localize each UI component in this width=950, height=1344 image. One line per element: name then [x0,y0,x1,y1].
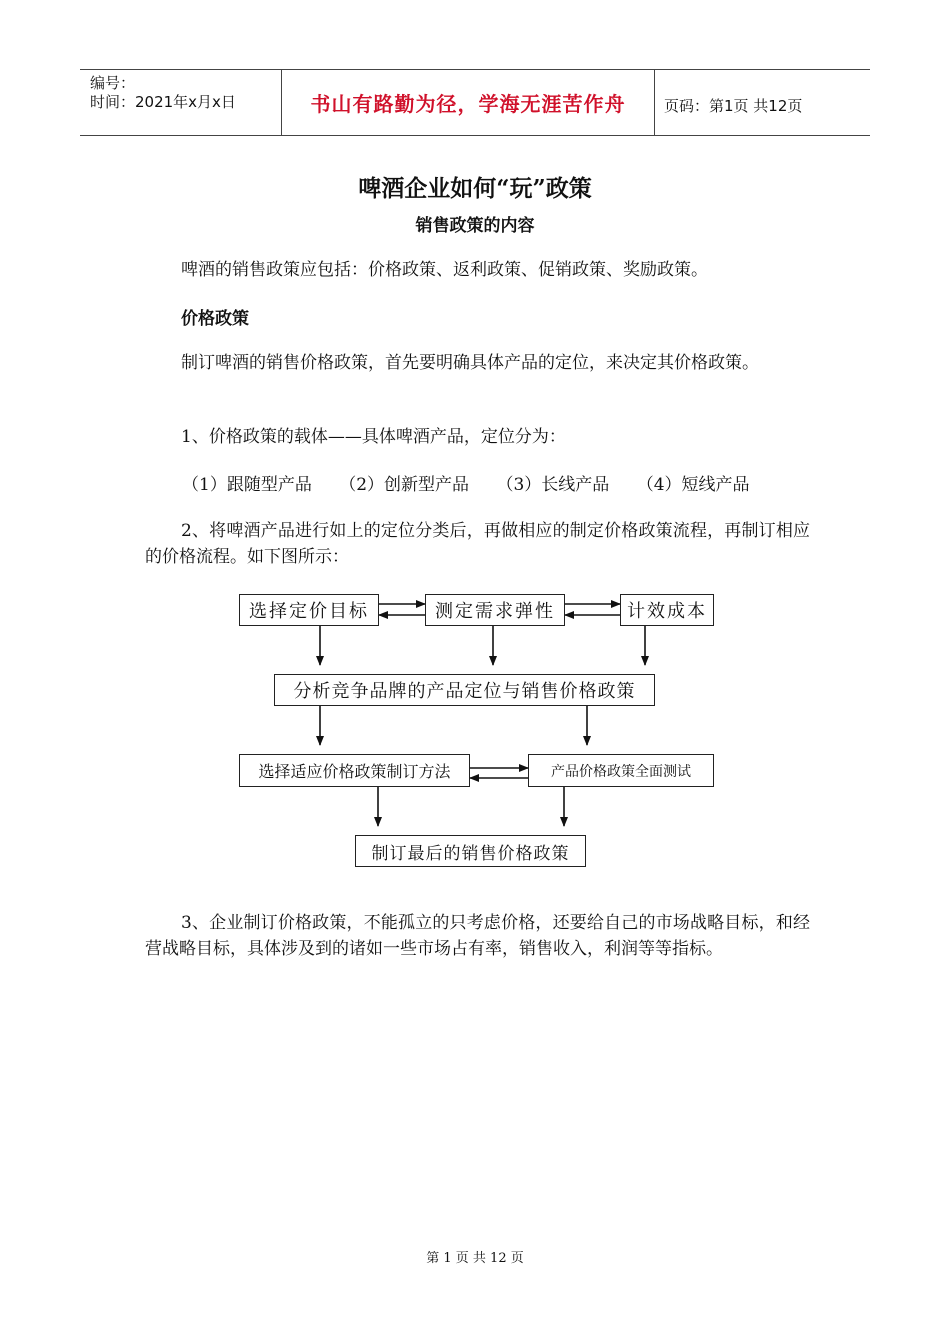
option-long-line-product: （3）长线产品 [496,475,610,495]
header-motto: 书山有路勤为径，学海无涯苦作舟 [310,92,626,116]
intro-paragraph: 啤酒的销售政策应包括：价格政策、返利政策、促销政策、奖励政策。 [181,260,708,280]
flow-box-final-policy: 制订最后的销售价格政策 [355,835,586,867]
paragraph-strategy-goals: 3、企业制订价格政策，不能孤立的只考虑价格，还要给自己的市场战略目标，和经营战略目标，具体涉及到的诸如一些市场占有率，销售收入，利润等等指标。 [145,913,810,959]
header-top-rule [80,69,870,70]
section-heading: 价格政策 [181,309,249,329]
flow-box-analyze-competitors: 分析竞争品牌的产品定位与销售价格政策 [274,674,655,706]
document-title: 啤酒企业如何“玩”政策 [358,175,592,202]
header-bottom-rule [80,135,870,136]
document-subtitle: 销售政策的内容 [415,216,535,236]
paragraph-process-intro: 2、将啤酒产品进行如上的定位分类后，再做相应的制定价格政策流程，再制订相应的价格流程。如下图所示： [145,521,810,567]
paragraph-positioning-types: 1、价格政策的载体——具体啤酒产品，定位分为： [181,427,566,447]
header-divider-right [654,69,655,135]
paragraph-product-positioning: 制订啤酒的销售价格政策，首先要明确具体产品的定位，来决定其价格政策。 [181,353,759,373]
flow-box-select-pricing-target: 选择定价目标 [239,594,379,626]
flow-box-select-method: 选择适应价格政策制订方法 [239,754,470,787]
header-number-label: 编号： [90,74,136,92]
header-time-label: 时间：2021年x月x日 [90,93,236,111]
footer-page-number: 第 1 页 共 12 页 [426,1251,524,1266]
option-short-line-product: （4）短线产品 [636,475,750,495]
positioning-options [182,470,772,495]
flow-box-measure-demand-elasticity: 测定需求弹性 [425,594,565,626]
flow-box-test-policy: 产品价格政策全面测试 [528,754,714,787]
header-page-info: 页码：第1页 共12页 [664,97,803,115]
option-innovative-product: （2）创新型产品 [339,475,470,495]
flow-box-estimate-cost: 计效成本 [620,594,714,626]
option-follow-product: （1）跟随型产品 [182,475,312,495]
